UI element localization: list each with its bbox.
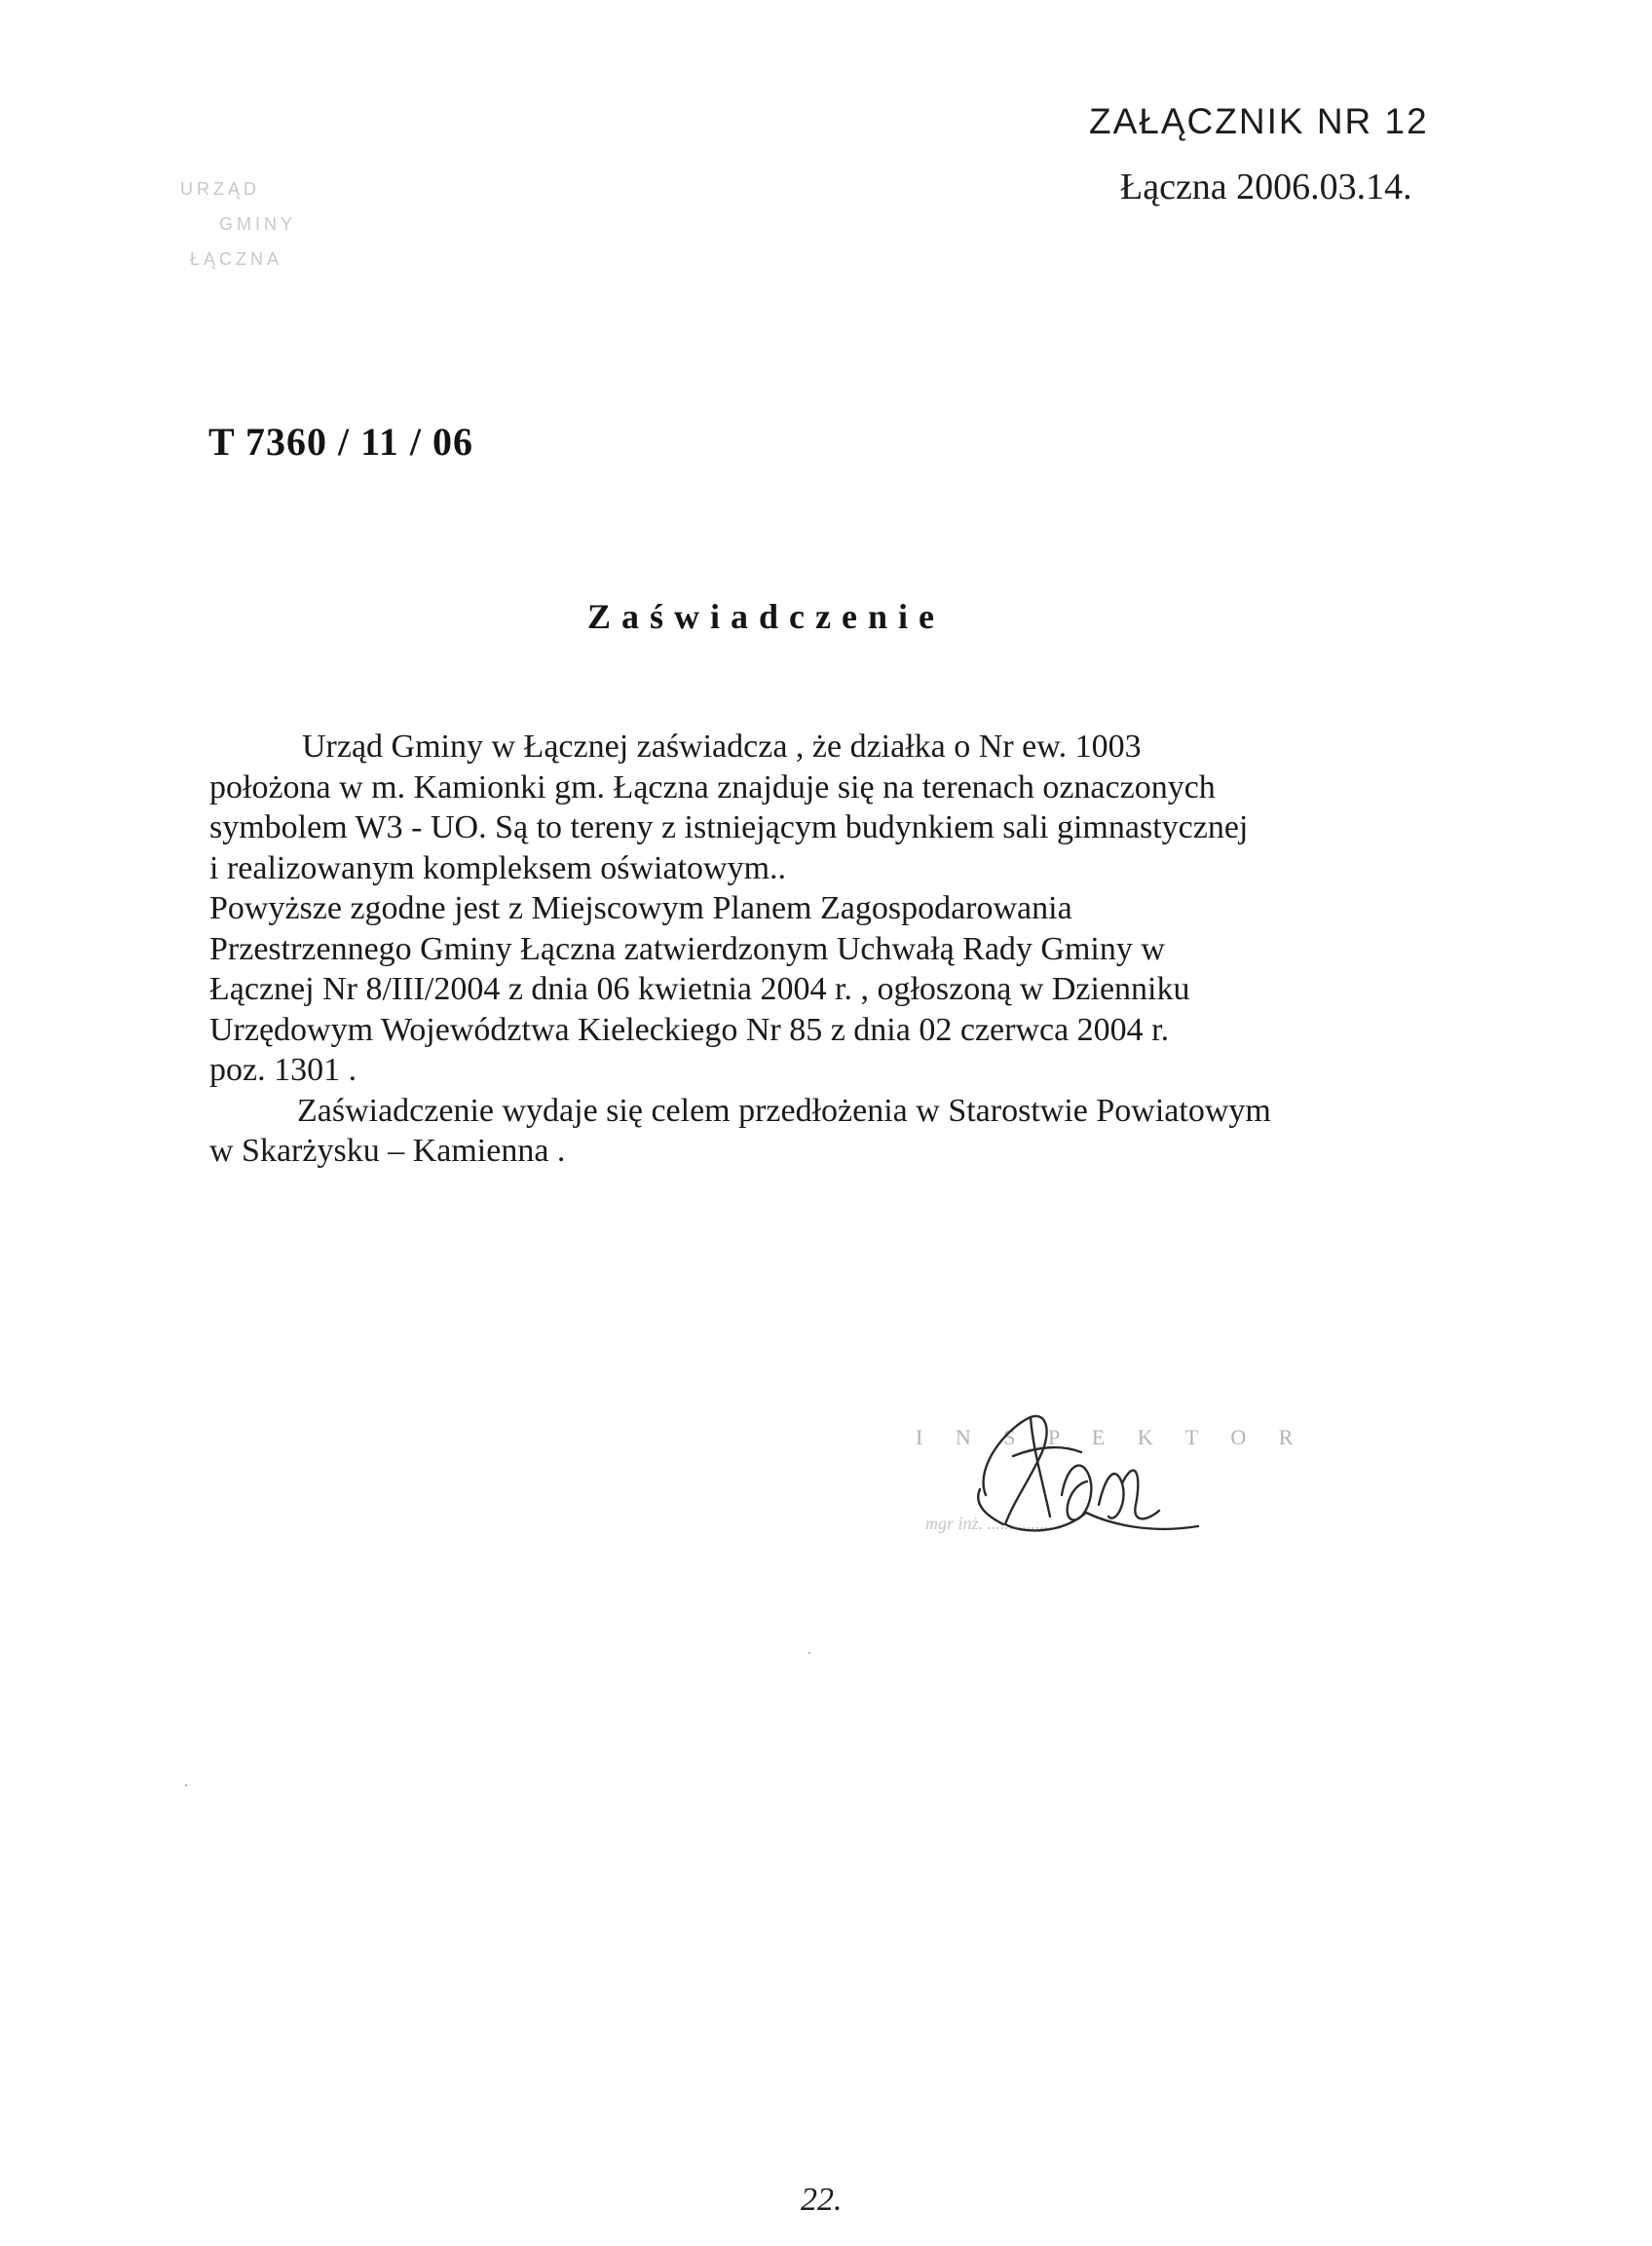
body-line: Przestrzennego Gminy Łączna zatwierdzonym Uchwałą Rady Gminy w bbox=[209, 930, 1165, 967]
body-line: Powyższe zgodne jest z Miejscowym Planem Zagospodarowania bbox=[209, 890, 1072, 926]
body-line: Łącznej Nr 8/III/2004 z dnia 06 kwietnia 2004 r. , ogłoszoną w Dzienniku bbox=[209, 971, 1190, 1007]
page-number: 22. bbox=[801, 2182, 843, 2218]
svg-text:I N S P E K T O R: I N S P E K T O R bbox=[916, 1425, 1307, 1449]
body-line: Urzędowym Województwa Kieleckiego Nr 85 z dnia 02 czerwca 2004 r. bbox=[209, 1011, 1170, 1048]
document-title: Zaświadczenie bbox=[587, 597, 945, 636]
certificate-body bbox=[209, 727, 1446, 1172]
body-line: poz. 1301 . bbox=[209, 1052, 357, 1088]
faded-stamp-line: GMINY bbox=[219, 214, 297, 234]
attachment-label: ZAŁĄCZNIK NR 12 bbox=[1089, 101, 1429, 141]
body-line: Zaświadczenie wydaje się celem przedłożenia w Starostwie Powiatowym bbox=[297, 1092, 1271, 1129]
scan-speck bbox=[808, 1652, 810, 1654]
faded-stamp-line: ŁĄCZNA bbox=[190, 249, 283, 269]
svg-text:mgr inż. ...... ..........: mgr inż. ...... .......... bbox=[925, 1514, 1063, 1533]
faded-stamp-line: URZĄD bbox=[180, 179, 260, 199]
scan-speck bbox=[185, 1784, 187, 1786]
body-line: w Skarżysku – Kamienna . bbox=[209, 1133, 566, 1169]
reference-number: T 7360 / 11 / 06 bbox=[208, 420, 473, 464]
faded-stamp bbox=[180, 171, 433, 298]
place-date: Łączna 2006.03.14. bbox=[1120, 167, 1412, 207]
body-line: i realizowanym kompleksem oświatowym.. bbox=[209, 849, 787, 886]
signature-stamp bbox=[916, 1388, 1307, 1573]
body-line: położona w m. Kamionki gm. Łączna znajduje się na terenach oznaczonych bbox=[209, 768, 1216, 805]
stamp-text bbox=[916, 1425, 1306, 1449]
body-line: Urząd Gminy w Łącznej zaświadcza , że działka o Nr ew. 1003 bbox=[302, 729, 1142, 765]
body-line: symbolem W3 - UO. Są to tereny z istniejącym budynkiem sali gimnastycznej bbox=[209, 809, 1249, 845]
